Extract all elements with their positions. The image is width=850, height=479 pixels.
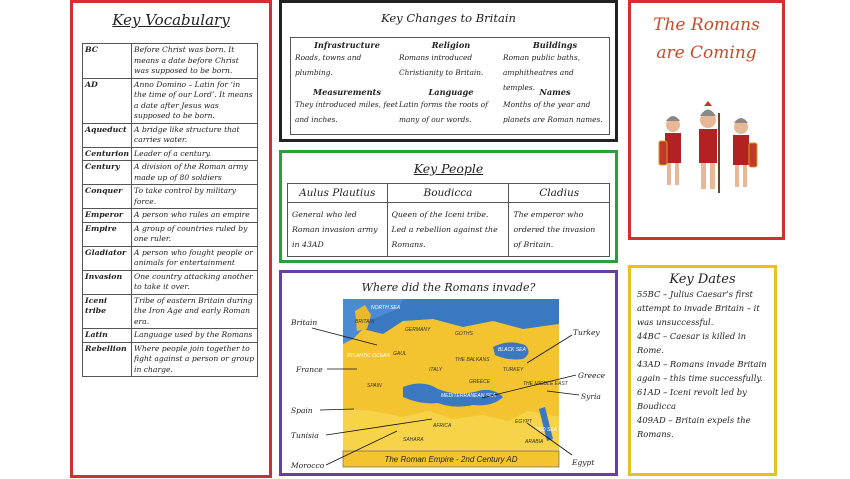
person-name: Aulus Plautius [288, 184, 388, 203]
vocabulary-definition: A person who fought people or animals for entertainment [132, 246, 258, 270]
person-description: General who led Roman invasion army in 43AD [288, 203, 388, 257]
date-item: 43AD – Romans invade Britain again – this time successfully. [637, 359, 767, 383]
vocabulary-term: Emperor [83, 209, 132, 223]
pointer-line [527, 335, 572, 363]
vocabulary-row [83, 329, 258, 343]
vocabulary-term: Invasion [83, 270, 132, 294]
vocabulary-definition: Before Christ was born. It means a date before Christ was supposed to be born. [132, 44, 258, 79]
vocabulary-row [83, 78, 258, 123]
map-region-label: ATLANTIC OCEAN [347, 353, 390, 359]
change-heading: Infrastructure [314, 40, 380, 50]
vocabulary-definition: A group of countries ruled by one ruler. [132, 222, 258, 246]
invasion-map-panel [279, 270, 618, 476]
pointer-line [547, 391, 579, 395]
change-text: Roman public baths, amphitheatres and temples. [503, 53, 580, 92]
map-label-britain: Britain [291, 318, 318, 327]
vocabulary-row [83, 44, 258, 79]
vocabulary-definition: To take control by military force. [132, 185, 258, 209]
vocabulary-row [83, 147, 258, 161]
vocabulary-term: Gladiator [83, 246, 132, 270]
map-region-label: THE BALKANS [455, 357, 490, 363]
pointer-line [320, 409, 354, 410]
vocabulary-definition: Leader of a century. [132, 147, 258, 161]
map-region-label: SPAIN [367, 383, 382, 389]
map-title: Where did the Romans invade? [361, 281, 536, 294]
key-people-panel [279, 150, 618, 263]
vocabulary-term: AD [83, 78, 132, 123]
vocabulary-term: Rebellion [83, 342, 132, 377]
vocabulary-row [83, 161, 258, 185]
change-text: Roads, towns and plumbing. [295, 53, 362, 77]
vocabulary-definition: One country attacking another to take it over. [132, 270, 258, 294]
people-title: Key People [413, 161, 484, 176]
map-region-label: RED SEA [535, 427, 557, 433]
map-region-label: NORTH SEA [371, 305, 401, 311]
vocabulary-definition: A person who rules an empire [132, 209, 258, 223]
change-heading: Measurements [313, 87, 381, 97]
map-region-label: TURKEY [503, 367, 524, 373]
vocabulary-table [82, 43, 258, 377]
change-cell [295, 87, 399, 127]
key-changes-panel [279, 0, 618, 142]
key-vocabulary-panel [70, 0, 272, 478]
map-region-label: ARABIA [525, 439, 544, 445]
dates-list [631, 287, 774, 441]
roman-soldier-icon [659, 116, 681, 185]
romans-title-panel [628, 0, 785, 240]
change-text: Latin forms the roots of many of our words. [399, 100, 488, 124]
person-description: Queen of the Iceni tribe. Led a rebellion against the Romans. [387, 203, 509, 257]
vocabulary-row [83, 342, 258, 377]
map-region-label: GERMANY [405, 327, 431, 333]
map-region-label: GAUL [393, 351, 407, 357]
map-region-label: GOTHS [455, 331, 473, 337]
date-item: 61AD – Iceni revolt led by Boudicca [637, 387, 747, 411]
map-region-label: GREECE [469, 379, 491, 385]
vocabulary-term: Centurion [83, 147, 132, 161]
pointer-line [482, 375, 576, 398]
map-label-spain: Spain [291, 406, 313, 415]
change-cell [503, 87, 607, 127]
change-heading: Language [428, 87, 474, 97]
change-text: Romans introduced Christianity to Britain. [399, 53, 484, 77]
key-dates-panel [628, 265, 777, 476]
pointer-line [527, 423, 572, 455]
vocabulary-definition: A division of the Roman army made up of 80 soldiers [132, 161, 258, 185]
map-label-france: France [296, 365, 323, 374]
person-description: The emperor who ordered the invasion of Britain. [509, 203, 610, 257]
dates-title: Key Dates [669, 272, 736, 287]
map-region-label: MEDITERRANEAN SEA [441, 393, 496, 399]
map-region-label: EGYPT [515, 419, 532, 425]
vocabulary-row [83, 123, 258, 147]
change-cell [295, 40, 399, 80]
vocabulary-definition: Anno Domino – Latin for ‘in the time of our Lord’. It means a date after Jesus was supposed to be born. [132, 78, 258, 123]
roman-soldier-icon [699, 101, 719, 193]
vocabulary-row [83, 270, 258, 294]
vocabulary-definition: Where people join together to fight against a person or group in charge. [132, 342, 258, 377]
roman-soldiers-illustration [657, 103, 761, 203]
map-region-label: AFRICA [433, 423, 452, 429]
change-text: Months of the year and planets are Roman names. [503, 100, 603, 124]
map-label-egypt: Egypt [572, 458, 595, 467]
vocabulary-term: Iceni tribe [83, 294, 132, 329]
vocabulary-row [83, 222, 258, 246]
date-item: 55BC – Julius Caesar’s first attempt to invade Britain – it was unsuccessful. [637, 289, 760, 327]
pointer-line [312, 328, 377, 345]
changes-grid [290, 37, 610, 135]
map-region-label: ITALY [429, 367, 443, 373]
map-label-syria: Syria [581, 392, 601, 401]
vocabulary-definition: Language used by the Romans [132, 329, 258, 343]
map-label-tunisia: Tunisia [291, 431, 319, 440]
vocabulary-term: Aqueduct [83, 123, 132, 147]
person-name: Cladius [509, 184, 610, 203]
map-region-label: THE MIDDLE EAST [523, 381, 568, 387]
romans-title [631, 11, 782, 67]
map-caption: The Roman Empire - 2nd Century AD [384, 455, 518, 464]
vocabulary-term: BC [83, 44, 132, 79]
change-text: They introduced miles, feet and inches. [295, 100, 398, 124]
date-item: 44BC – Caesar is killed in Rome. [637, 331, 747, 355]
vocabulary-term: Empire [83, 222, 132, 246]
romans-title-line2: are Coming [656, 43, 757, 63]
map-region-label: SAHARA [403, 437, 424, 443]
vocabulary-row [83, 185, 258, 209]
vocabulary-definition: A bridge like structure that carries water. [132, 123, 258, 147]
vocabulary-row [83, 294, 258, 329]
map-pointer-lines [282, 273, 621, 479]
map-label-turkey: Turkey [573, 328, 600, 337]
vocabulary-row [83, 209, 258, 223]
roman-soldier-icon [733, 118, 757, 187]
romans-title-line1: The Romans [653, 15, 760, 35]
vocabulary-term: Century [83, 161, 132, 185]
change-heading: Buildings [532, 40, 578, 50]
map-label-morocco: Morocco [291, 461, 325, 470]
change-cell [399, 87, 503, 127]
map-region-label: BRITAIN [355, 319, 375, 325]
person-name: Boudicca [387, 184, 509, 203]
vocabulary-row [83, 246, 258, 270]
date-item: 409AD – Britain expels the Romans. [637, 415, 751, 439]
change-heading: Names [539, 87, 571, 97]
vocabulary-term: Conquer [83, 185, 132, 209]
vocabulary-title: Key Vocabulary [112, 11, 230, 29]
pointer-line [326, 431, 397, 465]
vocabulary-definition: Tribe of eastern Britain during the Iron Age and early Roman era. [132, 294, 258, 329]
changes-title: Key Changes to Britain [381, 11, 516, 25]
pointer-line [326, 419, 432, 435]
change-heading: Religion [431, 40, 471, 50]
map-region-label: BLACK SEA [498, 347, 526, 353]
people-table [287, 183, 610, 257]
vocabulary-term: Latin [83, 329, 132, 343]
map-label-greece: Greece [578, 371, 606, 380]
change-cell [399, 40, 503, 80]
